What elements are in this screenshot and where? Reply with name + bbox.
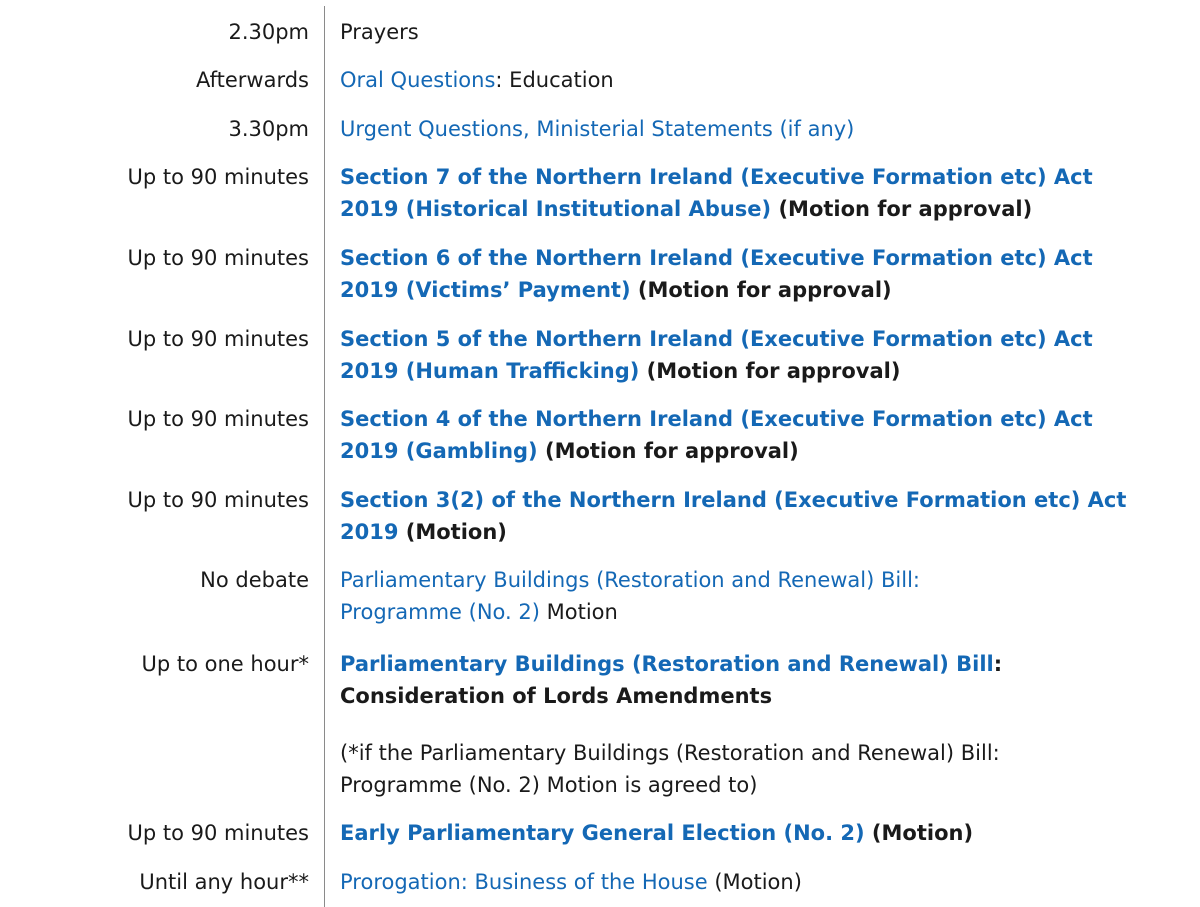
business-text: (Motion) xyxy=(398,520,507,544)
agenda-business xyxy=(340,16,1190,48)
business-text: Motion xyxy=(539,600,618,624)
business-line xyxy=(340,113,1190,145)
business-text: : xyxy=(993,652,1003,676)
agenda-time: Afterwards xyxy=(195,68,309,92)
business-link[interactable]: 2019 (Historical Institutional Abuse) xyxy=(340,197,772,221)
agenda-business xyxy=(340,64,1190,96)
business-link[interactable]: 2019 (Human Trafficking) xyxy=(340,359,640,383)
agenda-business xyxy=(340,113,1190,145)
agenda-business xyxy=(340,242,1190,306)
business-text: (Motion for approval) xyxy=(639,359,901,383)
business-line xyxy=(340,242,1190,274)
agenda-business xyxy=(340,161,1190,225)
business-link[interactable]: Section 4 of the Northern Ireland (Executive Formation etc) Act xyxy=(340,407,1093,431)
business-line xyxy=(340,564,1190,596)
agenda-business xyxy=(340,737,1190,801)
business-link[interactable]: Oral Questions xyxy=(340,68,496,92)
business-line xyxy=(340,817,1190,849)
business-line xyxy=(340,596,1190,628)
business-link[interactable]: 2019 (Gambling) xyxy=(340,439,538,463)
business-link[interactable]: Programme (No. 2) xyxy=(340,600,540,624)
agenda-business xyxy=(340,484,1190,548)
agenda-business xyxy=(340,564,1190,628)
business-line xyxy=(340,323,1190,355)
business-link[interactable]: Section 7 of the Northern Ireland (Executive Formation etc) Act xyxy=(340,165,1093,189)
agenda-time: Up to 90 minutes xyxy=(127,821,309,845)
agenda-time: Up to one hour* xyxy=(141,652,309,676)
business-line xyxy=(340,680,1190,712)
business-text: (*if the Parliamentary Buildings (Restoration and Renewal) Bill: xyxy=(340,741,1000,765)
agenda-business xyxy=(340,866,1190,898)
business-link[interactable]: 2019 xyxy=(340,520,399,544)
business-line xyxy=(340,737,1190,769)
business-link[interactable]: Parliamentary Buildings (Restoration and Renewal) Bill xyxy=(340,652,994,676)
business-text: Consideration of Lords Amendments xyxy=(340,684,773,708)
agenda-time: Up to 90 minutes xyxy=(127,246,309,270)
business-text: Programme (No. 2) Motion is agreed to) xyxy=(340,773,758,797)
business-link[interactable]: Section 6 of the Northern Ireland (Executive Formation etc) Act xyxy=(340,246,1093,270)
business-line xyxy=(340,193,1190,225)
business-link[interactable]: Early Parliamentary General Election (No. 2) xyxy=(340,821,865,845)
business-link[interactable]: 2019 (Victims’ Payment) xyxy=(340,278,631,302)
business-text: (Motion for approval) xyxy=(537,439,799,463)
business-line xyxy=(340,355,1190,387)
business-link[interactable]: Section 3(2) of the Northern Ireland (Executive Formation etc) Act xyxy=(340,488,1127,512)
business-text: (Motion) xyxy=(707,870,802,894)
business-line xyxy=(340,435,1190,467)
business-line xyxy=(340,403,1190,435)
agenda-time: Up to 90 minutes xyxy=(127,165,309,189)
business-line xyxy=(340,16,1190,48)
agenda-time: Until any hour** xyxy=(139,870,309,894)
business-text: Prayers xyxy=(340,20,419,44)
business-line xyxy=(340,516,1190,548)
agenda-time: 2.30pm xyxy=(228,20,309,44)
business-line xyxy=(340,64,1190,96)
agenda-business xyxy=(340,323,1190,387)
business-link[interactable]: Section 5 of the Northern Ireland (Executive Formation etc) Act xyxy=(340,327,1093,351)
business-line xyxy=(340,484,1190,516)
business-text: (Motion for approval) xyxy=(630,278,892,302)
business-text: : Education xyxy=(495,68,614,92)
business-text: (Motion for approval) xyxy=(771,197,1033,221)
business-text: (Motion) xyxy=(864,821,974,845)
business-link[interactable]: Urgent Questions, Ministerial Statements (if any) xyxy=(340,117,855,141)
agenda-business xyxy=(340,403,1190,467)
agenda-time: No debate xyxy=(200,568,309,592)
agenda-time: 3.30pm xyxy=(228,117,309,141)
business-line xyxy=(340,648,1190,680)
business-link[interactable]: Parliamentary Buildings (Restoration and Renewal) Bill: xyxy=(340,568,920,592)
agenda-time: Up to 90 minutes xyxy=(127,488,309,512)
agenda-time: Up to 90 minutes xyxy=(127,327,309,351)
business-line xyxy=(340,866,1190,898)
business-link[interactable]: Prorogation: Business of the House xyxy=(340,870,708,894)
agenda-business xyxy=(340,648,1190,712)
agenda-time: Up to 90 minutes xyxy=(127,407,309,431)
business-line xyxy=(340,769,1190,801)
business-line xyxy=(340,274,1190,306)
agenda-business xyxy=(340,817,1190,849)
business-line xyxy=(340,161,1190,193)
column-divider xyxy=(324,6,325,907)
